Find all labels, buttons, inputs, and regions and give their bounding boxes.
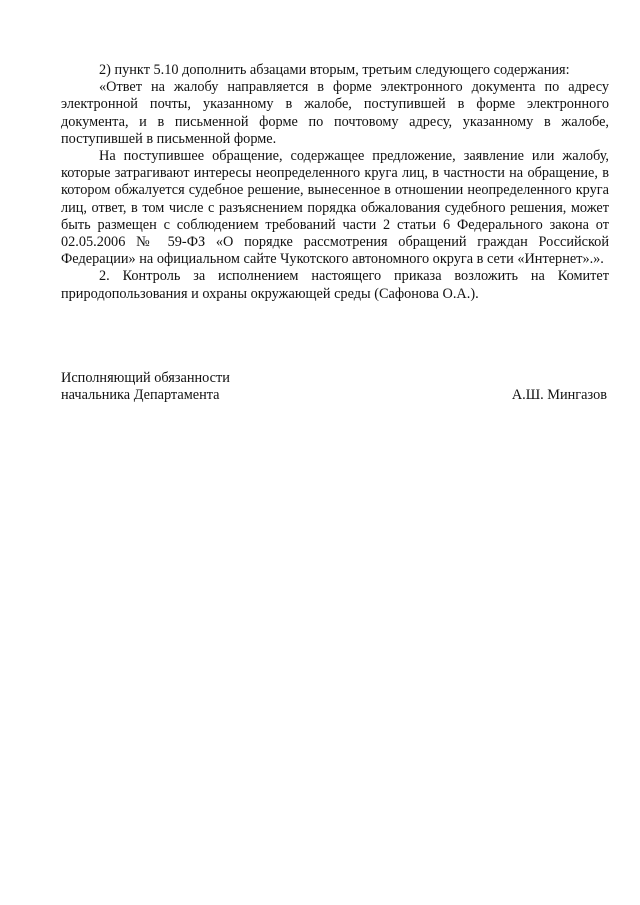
paragraph-complaint-response: «Ответ на жалобу направляется в форме электронного документа по адресу электронной почты, указанному в жалобе, поступившей в форме электронного документа, и в письменной форме по почтовому адресу, указанному в жалобе, поступившей в письменной форме. <box>61 79 609 147</box>
document-body <box>61 62 609 303</box>
signatory-position <box>61 370 361 404</box>
signatory-position-line2: начальника Департамента <box>61 387 220 404</box>
signatory-name: А.Ш. Мингазов <box>511 387 607 404</box>
paragraph-amendment-intro: 2) пункт 5.10 дополнить абзацами вторым, третьим следующего содержания: <box>99 62 570 78</box>
paragraph-public-interest-response: На поступившее обращение, содержащее предложение, заявление или жалобу, которые затрагивают интересы неопределенного круга лиц, в частности на обращение, в котором обжалуется судебное решение, вынесенное в отношении неопределенного круга лиц, ответ, в том числе с разъяснением порядка обжалования судебного решения, может быть размещен с соблюдением требований части 2 статьи 6 Федерального закона от 02.05.2006 № 59-ФЗ «О порядке рассмотрения обращений граждан Российской Федерации» на официальном сайте Чукотского автономного округа в сети «Интернет».». <box>61 148 609 268</box>
paragraph-control-clause: 2. Контроль за исполнением настоящего приказа возложить на Комитет природопользования и охраны окружающей среды (Сафонова О.А.). <box>61 268 609 302</box>
signatory-position-line1: Исполняющий обязанности <box>61 370 230 386</box>
